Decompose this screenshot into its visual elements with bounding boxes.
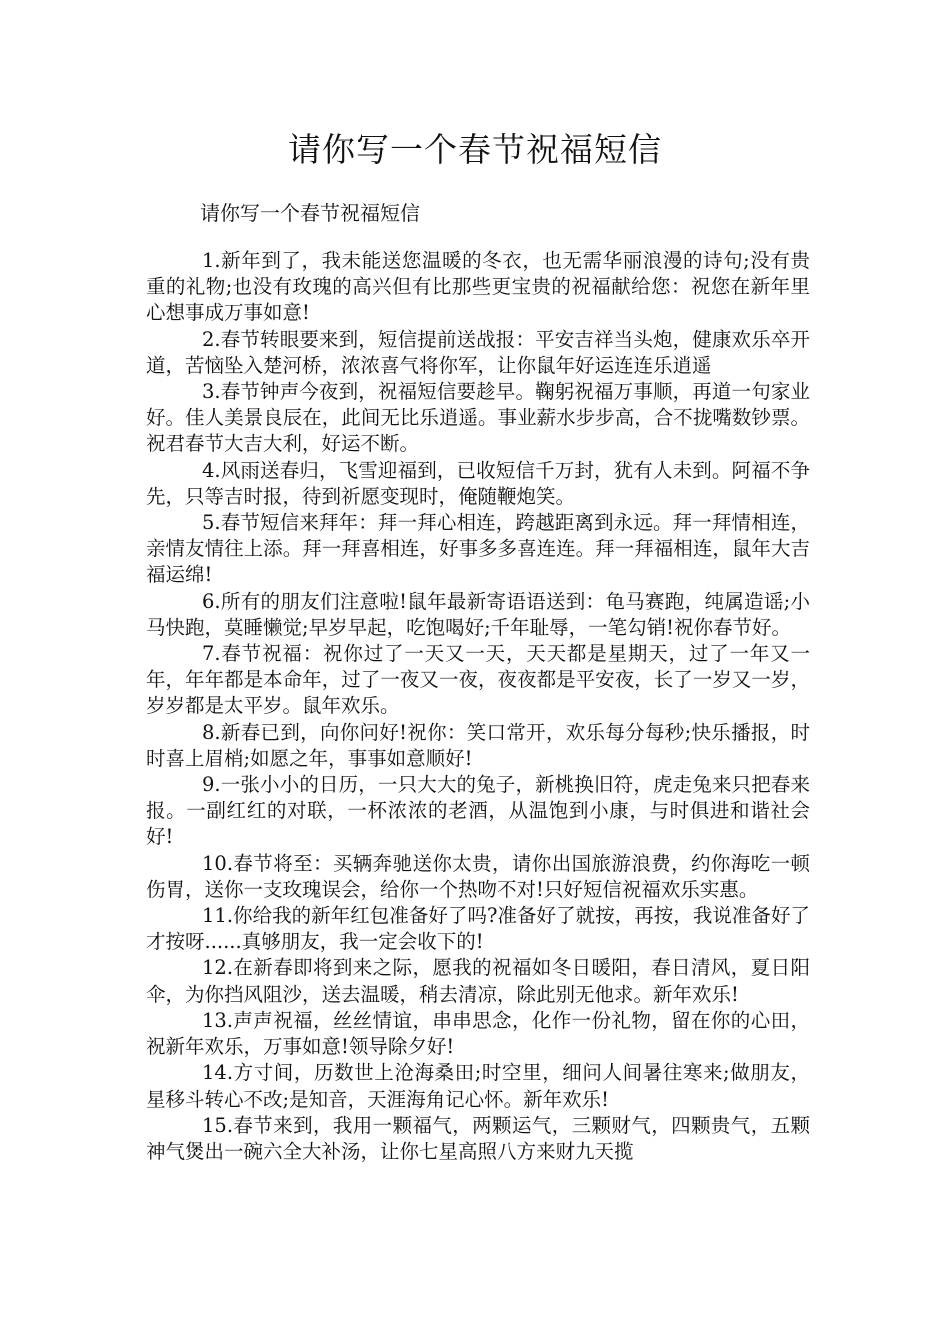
paragraph-11: 11.你给我的新年红包准备好了吗?准备好了就按，再按，我说准备好了才按呀......真够朋友，我一定会收下的!	[146, 904, 810, 954]
paragraph-3: 3.春节钟声今夜到，祝福短信要趁早。鞠躬祝福万事顺，再道一句家业好。佳人美景良辰在，此间无比乐逍遥。事业薪水步步高，合不拢嘴数钞票。祝君春节大吉大利，好运不断。	[146, 380, 810, 456]
paragraph-10: 10.春节将至：买辆奔驰送你太贵，请你出国旅游浪费，约你海吃一顿伤胃，送你一支玫瑰误会，给你一个热吻不对!只好短信祝福欢乐实惠。	[146, 851, 810, 901]
paragraph-1: 1.新年到了，我未能送您温暖的冬衣，也无需华丽浪漫的诗句;没有贵重的礼物;也没有玫瑰的高兴但有比那些更宝贵的祝福献给您：祝您在新年里心想事成万事如意!	[146, 249, 810, 325]
paragraph-2: 2.春节转眼要来到，短信提前送战报：平安吉祥当头炮，健康欢乐卒开道，苦恼坠入楚河桥，浓浓喜气将你军，让你鼠年好运连连乐逍遥	[146, 327, 810, 377]
document-title: 请你写一个春节祝福短信	[288, 130, 662, 169]
paragraph-4: 4.风雨送春归，飞雪迎福到，已收短信千万封，犹有人未到。阿福不争先，只等吉时报，待到祈愿变现时，俺随鞭炮笑。	[146, 458, 810, 508]
paragraph-9: 9.一张小小的日历，一只大大的兔子，新桃换旧符，虎走兔来只把春来报。一副红红的对联，一杯浓浓的老酒，从温饱到小康，与时俱进和谐社会好!	[146, 773, 810, 849]
document-body	[146, 248, 810, 1165]
document-subtitle: 请你写一个春节祝福短信	[200, 201, 420, 225]
paragraph-13: 13.声声祝福，丝丝情谊，串串思念，化作一份礼物，留在你的心田，祝新年欢乐，万事如意!领导除夕好!	[146, 1008, 810, 1059]
paragraph-7: 7.春节祝福：祝你过了一天又一天，天天都是星期天，过了一年又一年，年年都是本命年，过了一夜又一夜，夜夜都是平安夜，长了一岁又一岁，岁岁都是太平岁。鼠年欢乐。	[146, 642, 810, 718]
paragraph-8: 8.新春已到，向你问好!祝你：笑口常开，欢乐每分每秒;快乐播报，时时喜上眉梢;如愿之年，事事如意顺好!	[146, 720, 810, 770]
paragraph-15: 15.春节来到，我用一颗福气，两颗运气，三颗财气，四颗贵气，五颗神气煲出一碗六全大补汤，让你七星高照八方来财九天揽	[146, 1113, 810, 1163]
paragraph-5: 5.春节短信来拜年：拜一拜心相连，跨越距离到永远。拜一拜情相连，亲情友情往上添。拜一拜喜相连，好事多多喜连连。拜一拜福相连，鼠年大吉福运绵!	[146, 511, 810, 587]
paragraph-14: 14.方寸间，历数世上沧海桑田;时空里，细问人间暑往寒来;做朋友，星移斗转心不改;是知音，天涯海角记心怀。新年欢乐!	[146, 1061, 810, 1111]
paragraph-6: 6.所有的朋友们注意啦!鼠年最新寄语语送到：龟马赛跑，纯属造谣;小马快跑，莫睡懒觉;早岁早起，吃饱喝好;千年耻辱，一笔勾销!祝你春节好。	[146, 589, 810, 639]
paragraph-12: 12.在新春即将到来之际，愿我的祝福如冬日暖阳，春日清风，夏日阳伞，为你挡风阻沙，送去温暖，稍去清凉，除此别无他求。新年欢乐!	[146, 956, 810, 1006]
